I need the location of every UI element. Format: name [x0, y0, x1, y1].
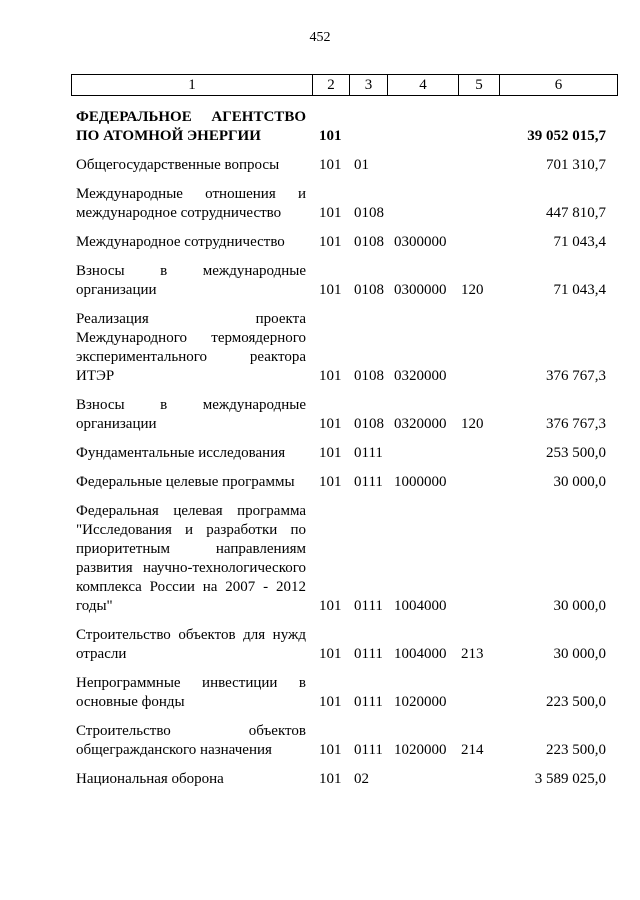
column-header-3: 3 — [350, 75, 388, 96]
row-name: Взносы в международные организации — [76, 263, 306, 298]
row-rzpr: 0108 — [354, 282, 384, 298]
table-row — [76, 770, 606, 789]
column-header-4: 4 — [388, 75, 459, 96]
table-row — [76, 233, 606, 252]
row-csr: 0300000 — [394, 282, 447, 298]
row-sum: 39 052 015,7 — [527, 128, 606, 144]
row-name: Общегосударственные вопросы — [76, 157, 280, 173]
row-sum: 71 043,4 — [553, 282, 606, 298]
row-rzpr: 0111 — [354, 445, 383, 461]
row-name: Международное сотрудничество — [76, 234, 285, 250]
table-row — [76, 473, 606, 492]
row-csr: 1004000 — [394, 646, 447, 662]
row-sum: 376 767,3 — [546, 416, 606, 432]
row-ved: 101 — [319, 694, 342, 710]
row-ved: 101 — [319, 157, 342, 173]
row-rzpr: 0111 — [354, 598, 383, 614]
row-vr: 120 — [461, 416, 484, 432]
column-header-table — [71, 74, 618, 96]
row-name: Национальная оборона — [76, 771, 224, 787]
row-csr: 0320000 — [394, 368, 447, 384]
row-sum: 447 810,7 — [546, 205, 606, 221]
row-vr: 214 — [461, 742, 484, 758]
row-rzpr: 0111 — [354, 646, 383, 662]
table-row — [76, 626, 606, 664]
column-header-5: 5 — [459, 75, 500, 96]
row-csr: 0320000 — [394, 416, 447, 432]
table-row — [76, 108, 606, 146]
row-name: Федеральная целевая программа "Исследования и разработки по приоритетным направлениям развития научно-технологического комплекса России на 2007 - 2012 годы" — [76, 503, 306, 614]
row-ved: 101 — [319, 445, 342, 461]
row-ved: 101 — [319, 598, 342, 614]
row-ved: 101 — [319, 205, 342, 221]
row-name: Реализация проекта Международного термоядерного экспериментального реактора ИТЭР — [76, 311, 306, 384]
row-rzpr: 0108 — [354, 205, 384, 221]
row-name: Строительство объектов общегражданского назначения — [76, 723, 306, 758]
row-rzpr: 0111 — [354, 742, 383, 758]
row-name: Непрограммные инвестиции в основные фонды — [76, 675, 306, 710]
table-row — [76, 674, 606, 712]
row-sum: 71 043,4 — [553, 234, 606, 250]
row-vr: 213 — [461, 646, 484, 662]
table-row — [76, 156, 606, 175]
row-rzpr: 0111 — [354, 694, 383, 710]
row-name: Федеральные целевые программы — [76, 474, 295, 490]
table-row — [76, 310, 606, 386]
row-rzpr: 0108 — [354, 416, 384, 432]
row-csr: 0300000 — [394, 234, 447, 250]
row-vr: 120 — [461, 282, 484, 298]
column-header-1: 1 — [72, 75, 313, 96]
row-ved: 101 — [319, 234, 342, 250]
row-name: Взносы в международные организации — [76, 397, 306, 432]
row-csr: 1020000 — [394, 742, 447, 758]
row-rzpr: 01 — [354, 157, 369, 173]
row-sum: 253 500,0 — [546, 445, 606, 461]
row-ved: 101 — [319, 416, 342, 432]
table-row — [76, 185, 606, 223]
column-header-2: 2 — [313, 75, 350, 96]
row-ved: 101 — [319, 474, 342, 490]
row-ved: 101 — [319, 771, 342, 787]
row-rzpr: 02 — [354, 771, 369, 787]
row-csr: 1004000 — [394, 598, 447, 614]
row-rzpr: 0111 — [354, 474, 383, 490]
row-name: Строительство объектов для нужд отрасли — [76, 627, 306, 662]
row-ved: 101 — [319, 282, 342, 298]
row-name: Международные отношения и международное сотрудничество — [76, 186, 306, 221]
budget-rows — [76, 108, 606, 799]
row-ved: 101 — [319, 646, 342, 662]
row-sum: 30 000,0 — [553, 598, 606, 614]
row-csr: 1020000 — [394, 694, 447, 710]
row-sum: 30 000,0 — [553, 646, 606, 662]
row-rzpr: 0108 — [354, 234, 384, 250]
table-row — [76, 262, 606, 300]
page-number: 452 — [309, 30, 331, 45]
row-csr: 1000000 — [394, 474, 447, 490]
row-name: Фундаментальные исследования — [76, 445, 286, 461]
column-header-6: 6 — [500, 75, 618, 96]
row-sum: 223 500,0 — [546, 694, 606, 710]
row-name: ФЕДЕРАЛЬНОЕ АГЕНТСТВО ПО АТОМНОЙ ЭНЕРГИИ — [76, 109, 306, 144]
row-ved: 101 — [319, 742, 342, 758]
row-ved: 101 — [319, 368, 342, 384]
row-sum: 30 000,0 — [553, 474, 606, 490]
row-sum: 701 310,7 — [546, 157, 606, 173]
row-sum: 3 589 025,0 — [534, 771, 606, 787]
table-row — [76, 396, 606, 434]
row-ved: 101 — [319, 128, 342, 144]
table-row — [76, 444, 606, 463]
row-rzpr: 0108 — [354, 368, 384, 384]
table-row — [76, 502, 606, 616]
table-row — [76, 722, 606, 760]
row-sum: 376 767,3 — [546, 368, 606, 384]
row-sum: 223 500,0 — [546, 742, 606, 758]
column-header-row — [72, 75, 618, 96]
